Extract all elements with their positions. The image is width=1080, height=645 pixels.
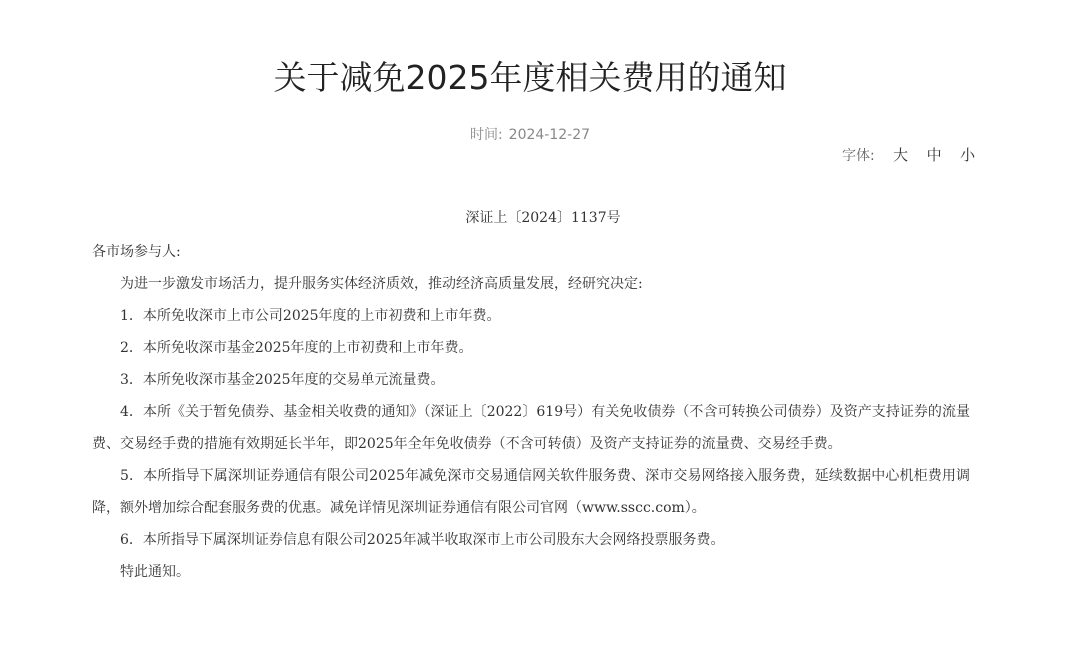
paragraph-item-2: 2．本所免收深市基金2025年度的上市初费和上市年费。 (120, 340, 473, 356)
paragraph-item-4: 4．本所《关于暂免债券、基金相关收费的通知》（深证上〔2022〕619号）有关免收债券（不含可转换公司债券）及资产支持证券的流量费、交易经手费的措施有效期延长半年，即2025年全年免收债券（不含可转债）及资产支持证券的流量费、交易经手费。 (92, 404, 970, 452)
paragraph-item-3: 3．本所免收深市基金2025年度的交易单元流量费。 (120, 372, 445, 388)
page-title: 关于减免2025年度相关费用的通知 (273, 58, 787, 97)
paragraph-closing: 特此通知。 (120, 564, 190, 580)
time-label: 时间: (469, 127, 503, 143)
font-size-label: 字体: (842, 148, 875, 164)
paragraph-item-1: 1．本所免收深市上市公司2025年度的上市初费和上市年费。 (120, 308, 501, 324)
paragraph-item-5: 5．本所指导下属深圳证券通信有限公司2025年减免深市交易通信网关软件服务费、深市交易网络接入服务费，延续数据中心机柜费用调降，额外增加综合配套服务费的优惠。减免详情见深圳证券通信有限公司官网（www.sscc.com）。 (92, 468, 970, 516)
font-size-control (842, 144, 989, 165)
document-number: 深证上〔2024〕1137号 (465, 210, 621, 226)
paragraph-intro: 为进一步激发市场活力，提升服务实体经济质效，推动经济高质量发展，经研究决定: (120, 276, 643, 292)
article-body (92, 236, 970, 588)
publish-time (0, 124, 1060, 144)
font-size-large-button[interactable]: 大 (893, 146, 909, 164)
paragraph-item-6: 6．本所指导下属深圳证券信息有限公司2025年减半收取深市上市公司股东大会网络投票服务费。 (120, 532, 725, 548)
font-size-medium-button[interactable]: 中 (926, 146, 942, 164)
time-value: 2024-12-27 (508, 127, 591, 143)
salutation: 各市场参与人: (92, 244, 181, 260)
font-size-small-button[interactable]: 小 (960, 146, 976, 164)
